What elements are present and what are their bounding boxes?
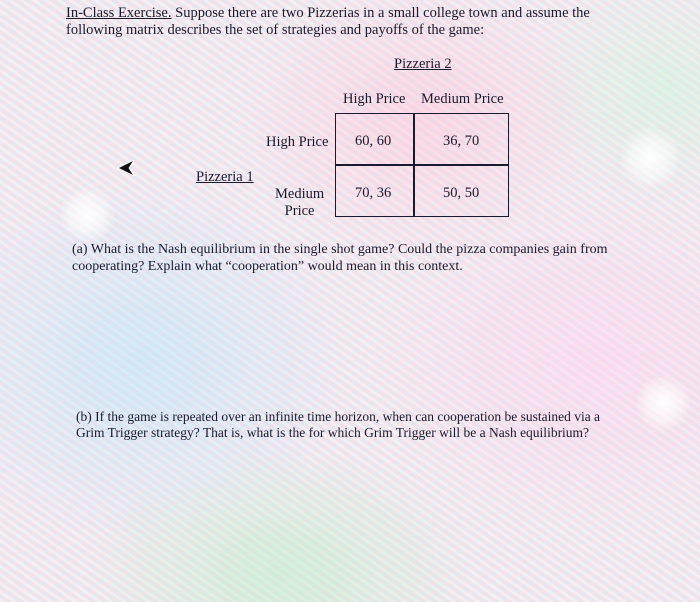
- question-b-line-1: (b) If the game is repeated over an infinite time horizon, when can cooperation be sustained via a: [76, 409, 601, 424]
- question-a-line-1: (a) What is the Nash equilibrium in the single shot game? Could the pizza companies gain from: [72, 242, 608, 257]
- payoff-cell-high-high: 60, 60: [355, 133, 392, 149]
- column-strategy-medium-price: Medium Price: [421, 91, 504, 107]
- exercise-intro: [66, 5, 590, 39]
- intro-text: Suppose there are two Pizzerias in a small college town and assume the: [171, 5, 590, 21]
- screen-glare: [60, 188, 114, 242]
- screen-glare: [620, 128, 680, 188]
- row-player-label: Pizzeria 1: [196, 169, 254, 185]
- question-b: [76, 409, 600, 441]
- payoff-cell-medium-high: 70, 36: [355, 185, 392, 201]
- screen-glare: [636, 376, 690, 430]
- column-strategy-high-price: High Price: [343, 91, 406, 107]
- row-strategy-medium-word: Medium: [275, 186, 325, 202]
- payoff-matrix: [335, 113, 509, 217]
- row-strategy-high-price: High Price: [266, 134, 329, 150]
- row-strategy-medium-price: [275, 186, 324, 220]
- intro-line-1: [66, 5, 590, 22]
- question-a-line-2: cooperating? Explain what “cooperation” would mean in this context.: [72, 259, 463, 274]
- exercise-title: In-Class Exercise.: [66, 5, 172, 21]
- payoff-cell-medium-medium: 50, 50: [443, 185, 480, 201]
- intro-line-2: following matrix describes the set of strategies and payoffs of the game:: [66, 22, 485, 38]
- question-b-line-2: Grim Trigger strategy? That is, what is the for which Grim Trigger will be a Nash equilibrium?: [76, 425, 590, 440]
- matrix-divider-horizontal: [336, 164, 508, 166]
- question-a: [72, 241, 608, 275]
- payoff-cell-high-medium: 36, 70: [443, 133, 480, 149]
- column-player-label: Pizzeria 2: [394, 56, 452, 72]
- row-strategy-price-word: Price: [284, 203, 315, 219]
